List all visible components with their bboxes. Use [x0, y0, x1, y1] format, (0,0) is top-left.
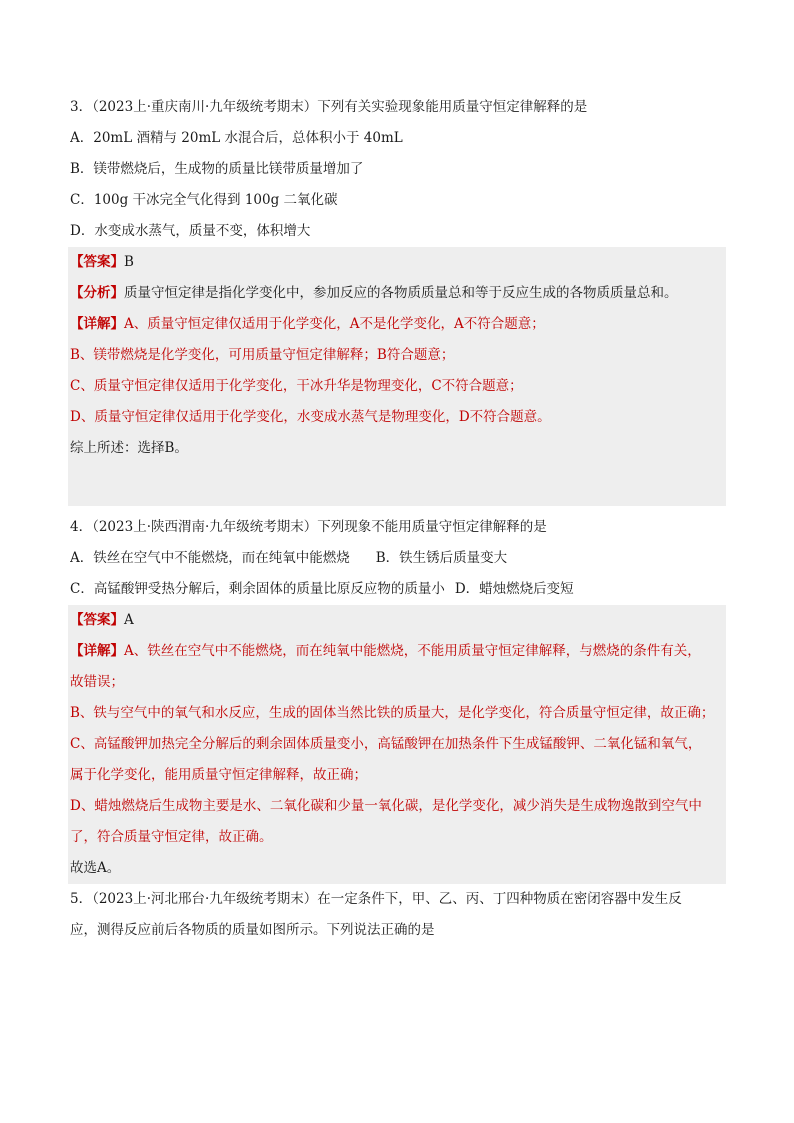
- analysis-text: 质量守恒定律是指化学变化中，参加反应的各物质质量总和等于反应生成的各物质质量总和。: [124, 285, 678, 301]
- question-4-option-c: C．高锰酸钾受热分解后，剩余固体的质量比原反应物的质量小: [70, 581, 445, 597]
- detail-text: A、铁丝在空气中不能燃烧，而在纯氧中能燃烧，不能用质量守恒定律解释，与燃烧的条件有关，: [124, 643, 701, 659]
- question-4-detail-line: 故错误；: [70, 674, 124, 690]
- question-4-detail-line: 属于化学变化，能用质量守恒定律解释，故正确；: [70, 767, 367, 783]
- detail-text: A、质量守恒定律仅适用于化学变化，A不是化学变化，A不符合题意；: [124, 316, 545, 332]
- question-3-detail-line: [70, 309, 724, 340]
- question-3-detail-line: C、质量守恒定律仅适用于化学变化，干冰升华是物理变化，C不符合题意；: [70, 378, 523, 394]
- question-4-option-a: A．铁丝在空气中不能燃烧，而在纯氧中能燃烧: [70, 550, 350, 566]
- question-3-detail-line: D、质量守恒定律仅适用于化学变化，水变成水蒸气是物理变化，D不符合题意。: [70, 409, 551, 425]
- answer-box-padding: [70, 464, 724, 506]
- question-4-detail-line: 了，符合质量守恒定律，故正确。: [70, 829, 273, 845]
- question-4-options-row-1: [70, 543, 724, 574]
- question-3-option-b: B．镁带燃烧后，生成物的质量比镁带质量增加了: [70, 161, 364, 177]
- question-3-detail-line: B、镁带燃烧是化学变化，可用质量守恒定律解释；B符合题意；: [70, 347, 455, 363]
- question-4-answer: [70, 605, 724, 636]
- question-3-analysis: [70, 278, 724, 309]
- answer-tag: 【答案】: [70, 254, 124, 270]
- question-4-option-b: B．铁生锈后质量变大: [375, 550, 508, 566]
- question-5-stem-line-2: 应，测得反应前后各物质的质量如图所示。下列说法正确的是: [70, 922, 435, 938]
- detail-tag: 【详解】: [70, 643, 124, 659]
- answer-value: B: [124, 254, 134, 270]
- question-4-detail-line: [70, 636, 724, 667]
- question-3-option-a: A．20mL 酒精与 20mL 水混合后，总体积小于 40mL: [70, 130, 403, 146]
- page-content: [70, 92, 724, 946]
- question-3-option-c: C．100g 干冰完全气化得到 100g 二氧化碳: [70, 192, 338, 208]
- question-4-summary: 故选A。: [70, 860, 121, 876]
- question-3-answer-box: [68, 247, 726, 506]
- question-4-stem: 4．（2023上·陕西渭南·九年级统考期末）下列现象不能用质量守恒定律解释的是: [70, 519, 547, 535]
- question-4-option-d: D．蜡烛燃烧后变短: [454, 581, 574, 597]
- question-5-stem-line-1: 5．（2023上·河北邢台·九年级统考期末）在一定条件下，甲、乙、丙、丁四种物质在密闭容器中发生反: [70, 891, 682, 907]
- question-4-detail-line: B、铁与空气中的氧气和水反应，生成的固体当然比铁的质量大，是化学变化，符合质量守恒定律，故正确；: [70, 705, 715, 721]
- question-3-option-d: D．水变成水蒸气，质量不变，体积增大: [70, 223, 311, 239]
- question-4-answer-box: [68, 605, 726, 884]
- answer-value: A: [124, 612, 134, 628]
- question-3-answer: [70, 247, 724, 278]
- detail-tag: 【详解】: [70, 316, 124, 332]
- analysis-tag: 【分析】: [70, 285, 124, 301]
- answer-tag: 【答案】: [70, 612, 124, 628]
- question-3-stem: 3．（2023上·重庆南川·九年级统考期末）下列有关实验现象能用质量守恒定律解释的是: [70, 99, 588, 115]
- question-4-options-row-2: [70, 574, 724, 605]
- question-4-detail-line: D、蜡烛燃烧后生成物主要是水、二氧化碳和少量一氧化碳，是化学变化，减少消失是生成物逸散到空气中: [70, 798, 702, 814]
- question-4-detail-line: C、高锰酸钾加热完全分解后的剩余固体质量变小，高锰酸钾在加热条件下生成锰酸钾、二氧化锰和氧气，: [70, 736, 702, 752]
- question-3-summary: 综上所述：选择B。: [70, 440, 188, 456]
